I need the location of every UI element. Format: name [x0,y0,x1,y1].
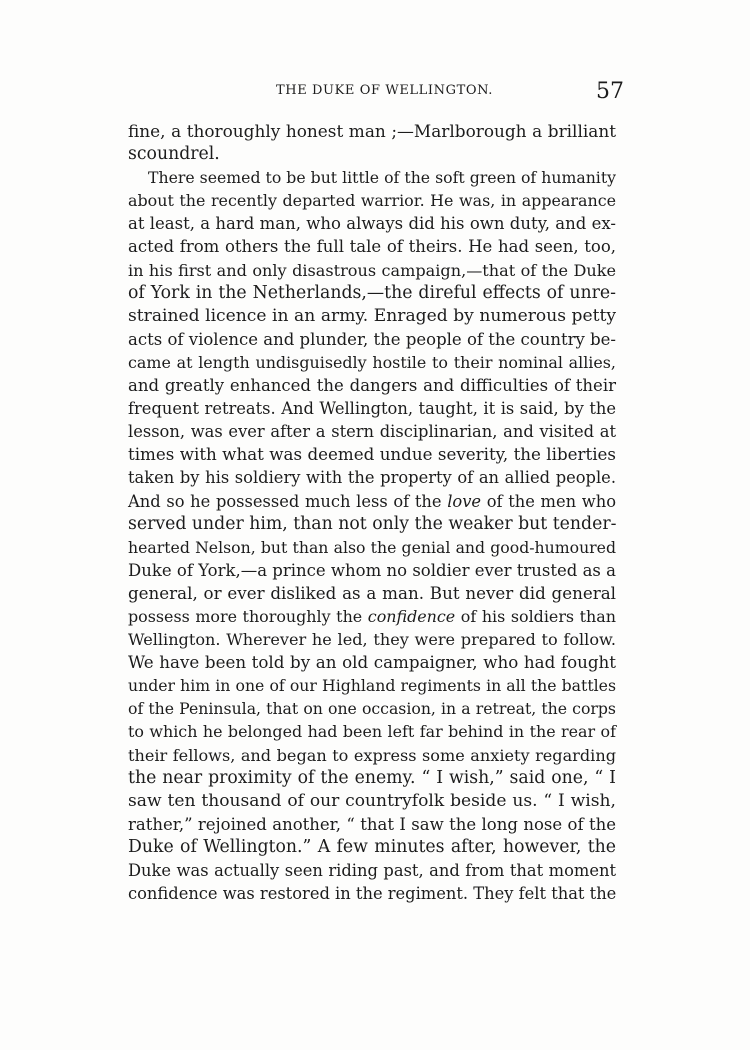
line-text: taken by his soldiery with the property of an allied people. [128,468,616,488]
line-text: There seemed to be but little of the soft green of humanity [148,168,616,188]
line-text: the near proximity of the enemy. “ I wish,” said one, “ I [128,767,616,788]
line-text: acted from others the full tale of theirs. He had seen, too, [128,237,616,257]
line-text: scoundrel. [128,144,220,165]
text-line [128,397,616,420]
line-text: of the men who [481,491,616,511]
text-line [128,882,616,905]
text-line [128,466,616,489]
italic-word: confidence [367,606,456,626]
line-text: in his first and only disastrous campaign,—that of the Duke [128,260,616,280]
line-text: times with what was deemed undue severity, the liberties [128,444,616,465]
line-text: to which he belonged had been left far behind in the rear of [128,722,616,742]
text-line [128,374,616,397]
text-line [128,859,616,882]
text-line [128,513,616,536]
text-line [128,351,616,374]
text-line [128,235,616,258]
line-text: Wellington. Wherever he led, they were prepared to follow. [128,630,616,650]
line-text: And so he possessed much less of the [128,491,448,511]
line-text: of York in the Netherlands,—the direful effects of unre- [128,282,616,303]
running-title: THE DUKE OF WELLINGTON. [276,83,493,98]
line-text: rather,” rejoined another, “ that I saw the long nose of the [128,814,616,834]
text-line [128,328,616,351]
text-line [128,767,616,790]
text-line [128,674,616,697]
line-text: We have been told by an old campaigner, who had fought [128,652,616,673]
text-line [128,443,616,466]
line-text: at least, a hard man, who always did his own duty, and ex- [128,214,616,234]
text-line [128,259,616,282]
text-line [128,166,616,189]
text-line [128,582,616,605]
line-text: confidence was restored in the regiment. They felt that the [128,884,617,904]
line-text: fine, a thoroughly honest man ;—Marlborough a brilliant [128,121,616,141]
line-text: and greatly enhanced the dangers and difficulties of their [128,376,616,396]
line-text: frequent retreats. And Wellington, taught, it is said, by the [128,399,616,419]
body-text [128,120,616,905]
text-line [128,559,616,582]
page-header [128,80,624,104]
line-text: lesson, was ever after a stern disciplinarian, and visited at [128,422,616,442]
line-text: general, or ever disliked as a man. But never did general [128,582,616,603]
line-text: acts of violence and plunder, the people of the country be- [128,329,616,349]
line-text: of his soldiers than [455,606,616,626]
line-text: under him in one of our Highland regiments in all the battles [128,676,616,696]
line-text: of the Peninsula, that on one occasion, in a retreat, the corps [128,699,616,719]
text-line [128,720,616,743]
text-line [128,143,616,166]
text-line [128,628,616,651]
text-line [128,536,616,559]
italic-word: love [447,491,482,511]
line-text: strained licence in an army. Enraged by numerous petty [128,305,616,326]
line-text: saw ten thousand of our countryfolk beside us. “ I wish, [128,790,616,811]
text-line [128,282,616,305]
text-line [128,813,616,836]
text-line [128,605,616,628]
text-line [128,305,616,328]
text-line [128,189,616,212]
text-line [128,490,616,513]
line-text: hearted Nelson, but than also the genial and good-humoured [128,537,616,557]
text-line [128,420,616,443]
line-text: Duke of Wellington.” A few minutes after, however, the [128,836,616,857]
line-text: their fellows, and began to express some anxiety regarding [128,745,616,765]
text-line [128,120,616,143]
text-line [128,836,616,859]
line-text: possess more thoroughly the [128,606,368,626]
text-line [128,790,616,813]
line-text: about the recently departed warrior. He was, in appearance [128,191,616,211]
text-line [128,744,616,767]
line-text: Duke of York,—a prince whom no soldier ever trusted as a [128,560,616,580]
line-text: came at length undisguisedly hostile to their nominal allies, [128,352,616,372]
line-text: Duke was actually seen riding past, and from that moment [128,861,616,880]
text-line [128,212,616,235]
text-line [128,697,616,720]
page-number: 57 [596,79,624,104]
line-text: served under him, than not only the weaker but tender- [128,513,617,534]
text-line [128,651,616,674]
